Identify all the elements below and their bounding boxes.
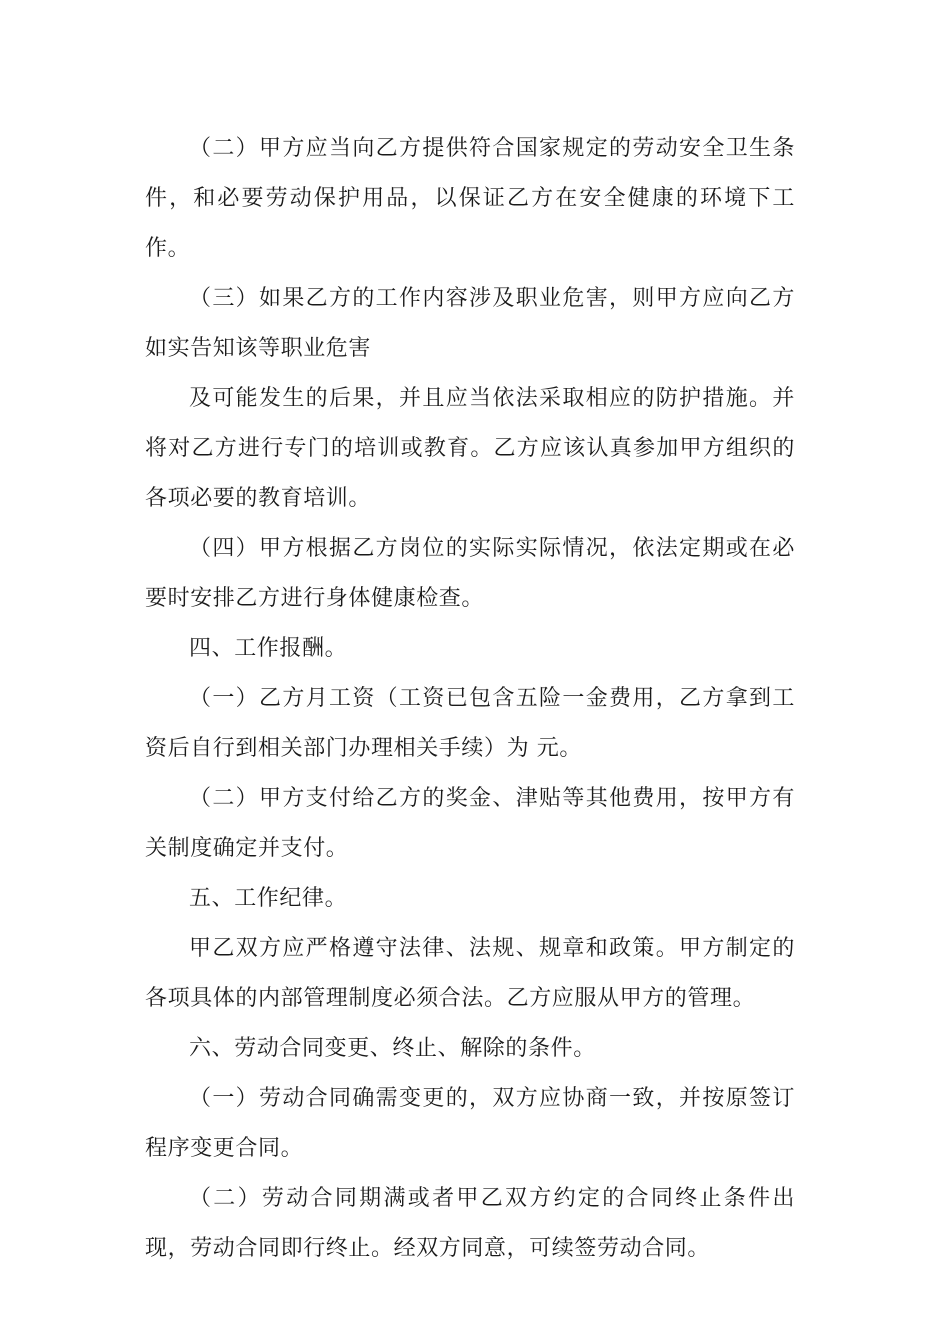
paragraph-protective-measures: 及可能发生的后果，并且应当依法采取相应的防护措施。并将对乙方进行专门的培训或教育。乙方应该认真参加甲方组织的各项必要的教育培训。 [145,386,795,511]
paragraph-monthly-salary: （一）乙方月工资（工资已包含五险一金费用，乙方拿到工资后自行到相关部门办理相关手续）为 元。 [145,686,795,761]
document-body [145,124,795,1274]
paragraph-bonus-allowance: （二）甲方支付给乙方的奖金、津贴等其他费用，按甲方有关制度确定并支付。 [145,786,795,861]
section-heading-discipline: 五、工作纪律。 [189,886,348,911]
section-heading-contract-change: 六、劳动合同变更、终止、解除的条件。 [189,1036,596,1061]
paragraph-compliance: 甲乙双方应严格遵守法律、法规、规章和政策。甲方制定的各项具体的内部管理制度必须合法。乙方应服从甲方的管理。 [145,936,795,1011]
section-heading-remuneration: 四、工作报酬。 [189,636,348,661]
paragraph-contract-termination: （二）劳动合同期满或者甲乙双方约定的合同终止条件出现，劳动合同即行终止。经双方同意，可续签劳动合同。 [145,1186,795,1261]
paragraph-occupational-hazard: （三）如果乙方的工作内容涉及职业危害，则甲方应向乙方如实告知该等职业危害 [145,286,795,361]
paragraph-health-check: （四）甲方根据乙方岗位的实际实际情况，依法定期或在必要时安排乙方进行身体健康检查。 [145,536,795,611]
paragraph-safety-conditions: （二）甲方应当向乙方提供符合国家规定的劳动安全卫生条件，和必要劳动保护用品，以保证乙方在安全健康的环境下工作。 [145,136,795,261]
paragraph-contract-modification: （一）劳动合同确需变更的，双方应协商一致，并按原签订程序变更合同。 [145,1086,795,1161]
